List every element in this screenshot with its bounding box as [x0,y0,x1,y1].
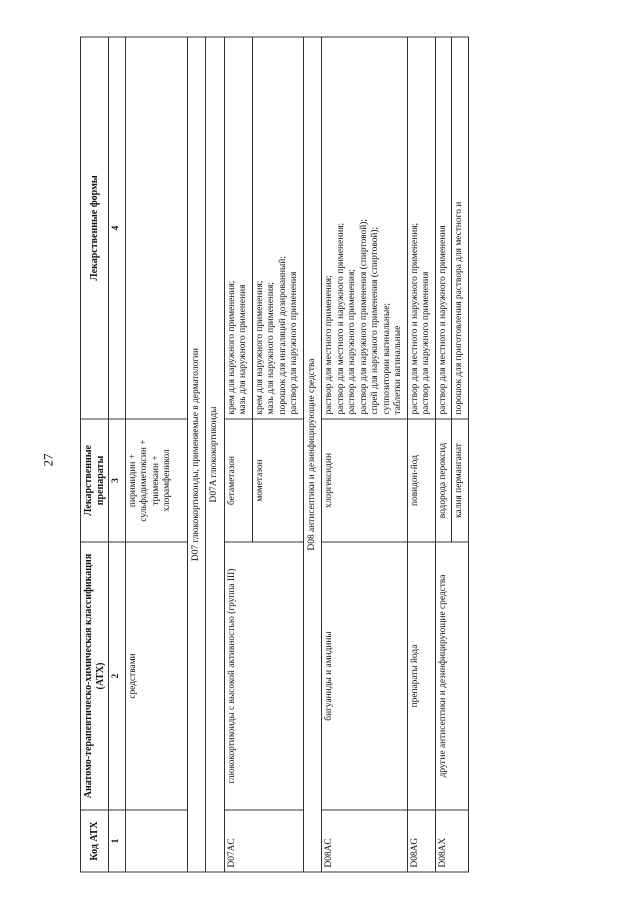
col-number-4: 4 [109,37,126,419]
dosage-form: раствор для местного и наружного применения [437,224,448,414]
page-number: 27 [40,453,56,467]
col-number-3: 3 [109,419,126,542]
drug-name: мометазон [252,419,303,542]
table-row [322,37,408,872]
dosage-forms [125,37,187,419]
col-number-1: 1 [109,810,126,872]
atc-code: D08AG [407,810,435,872]
atc-code: D08AC [322,810,408,872]
table-row [407,37,435,872]
section-row [303,37,322,872]
atc-class: препараты йода [407,542,435,810]
dosage-form: порошок для ингаляций дозированный; [277,255,288,414]
section-row [187,37,206,872]
dosage-forms [435,37,452,419]
drug-name: хлоргексидин [322,419,408,542]
section-d08: D08 антисептики и дезинфицирующие средства [303,37,322,872]
atc-class: другие антисептики и дезинфицирующие средства [435,542,468,810]
atc-code: D08AX [435,810,468,872]
drug-name: бетаметазон [224,419,252,542]
column-number-row [109,37,126,872]
header-atc-classification: Анатомо-терапевтическо-химическая классификация (АТХ) [81,542,109,810]
dosage-form: раствор для наружного применения [289,271,299,414]
header-dosage-forms: Лекарственные формы [81,37,109,419]
dosage-forms [322,37,408,419]
header-row [81,37,109,872]
atc-class: средствами [125,542,187,810]
dosage-form: мазь для наружного применения [238,284,248,414]
drug-name: пиримидин + сульфадиметоксин + тримекаин + хлорамфеникол [125,419,187,542]
header-atc-code: Код АТХ [81,810,109,872]
dosage-form: крем для наружного применения; [226,280,237,414]
dosage-form: раствор для наружного применения (спиртовой); [358,218,369,414]
dosage-forms [407,37,435,419]
section-row [206,37,225,872]
dosage-form: раствор для наружного применения; [347,268,357,414]
dosage-form: крем для наружного применения; [254,280,265,414]
atc-code [125,810,187,872]
dosage-form: раствор для местного применения; [324,274,334,414]
dosage-form: раствор для местного и наружного применения; [335,222,346,414]
dosage-form: раствор для наружного применения [421,271,431,414]
drug-name: повидон-йод [407,419,435,542]
table-row [224,37,252,872]
dosage-form: мазь для наружного применения; [266,281,276,414]
dosage-forms [452,37,469,419]
table-row [125,37,187,872]
table-row [435,37,452,872]
dosage-form: суппозитории вагинальные; [381,302,392,414]
col-number-2: 2 [109,542,126,810]
header-drugs: Лекарственные препараты [81,419,109,542]
section-d07: D07 глюкокортикоиды, применяемые в дерматологии [187,37,206,872]
drug-name: калия перманганат [452,419,469,542]
drug-name: водорода пероксид [435,419,452,542]
dosage-form: спрей для наружного применения (спиртовой); [370,226,380,414]
atc-class: бигуаниды и амидины [322,542,408,810]
dosage-form: порошок для приготовления раствора для местного и [454,201,464,414]
section-d07a: D07A глюкокортикоиды [206,37,225,872]
atc-code: D07AC [224,810,303,872]
dosage-form: раствор для местного и наружного применения; [409,222,420,414]
rotated-table-container [80,37,580,872]
drug-table [80,36,469,872]
atc-class: глюкокортикоиды с высокой активностью (группа III) [224,542,303,810]
dosage-form: таблетки вагинальные [393,325,403,414]
dosage-forms [224,37,252,419]
dosage-forms [252,37,303,419]
